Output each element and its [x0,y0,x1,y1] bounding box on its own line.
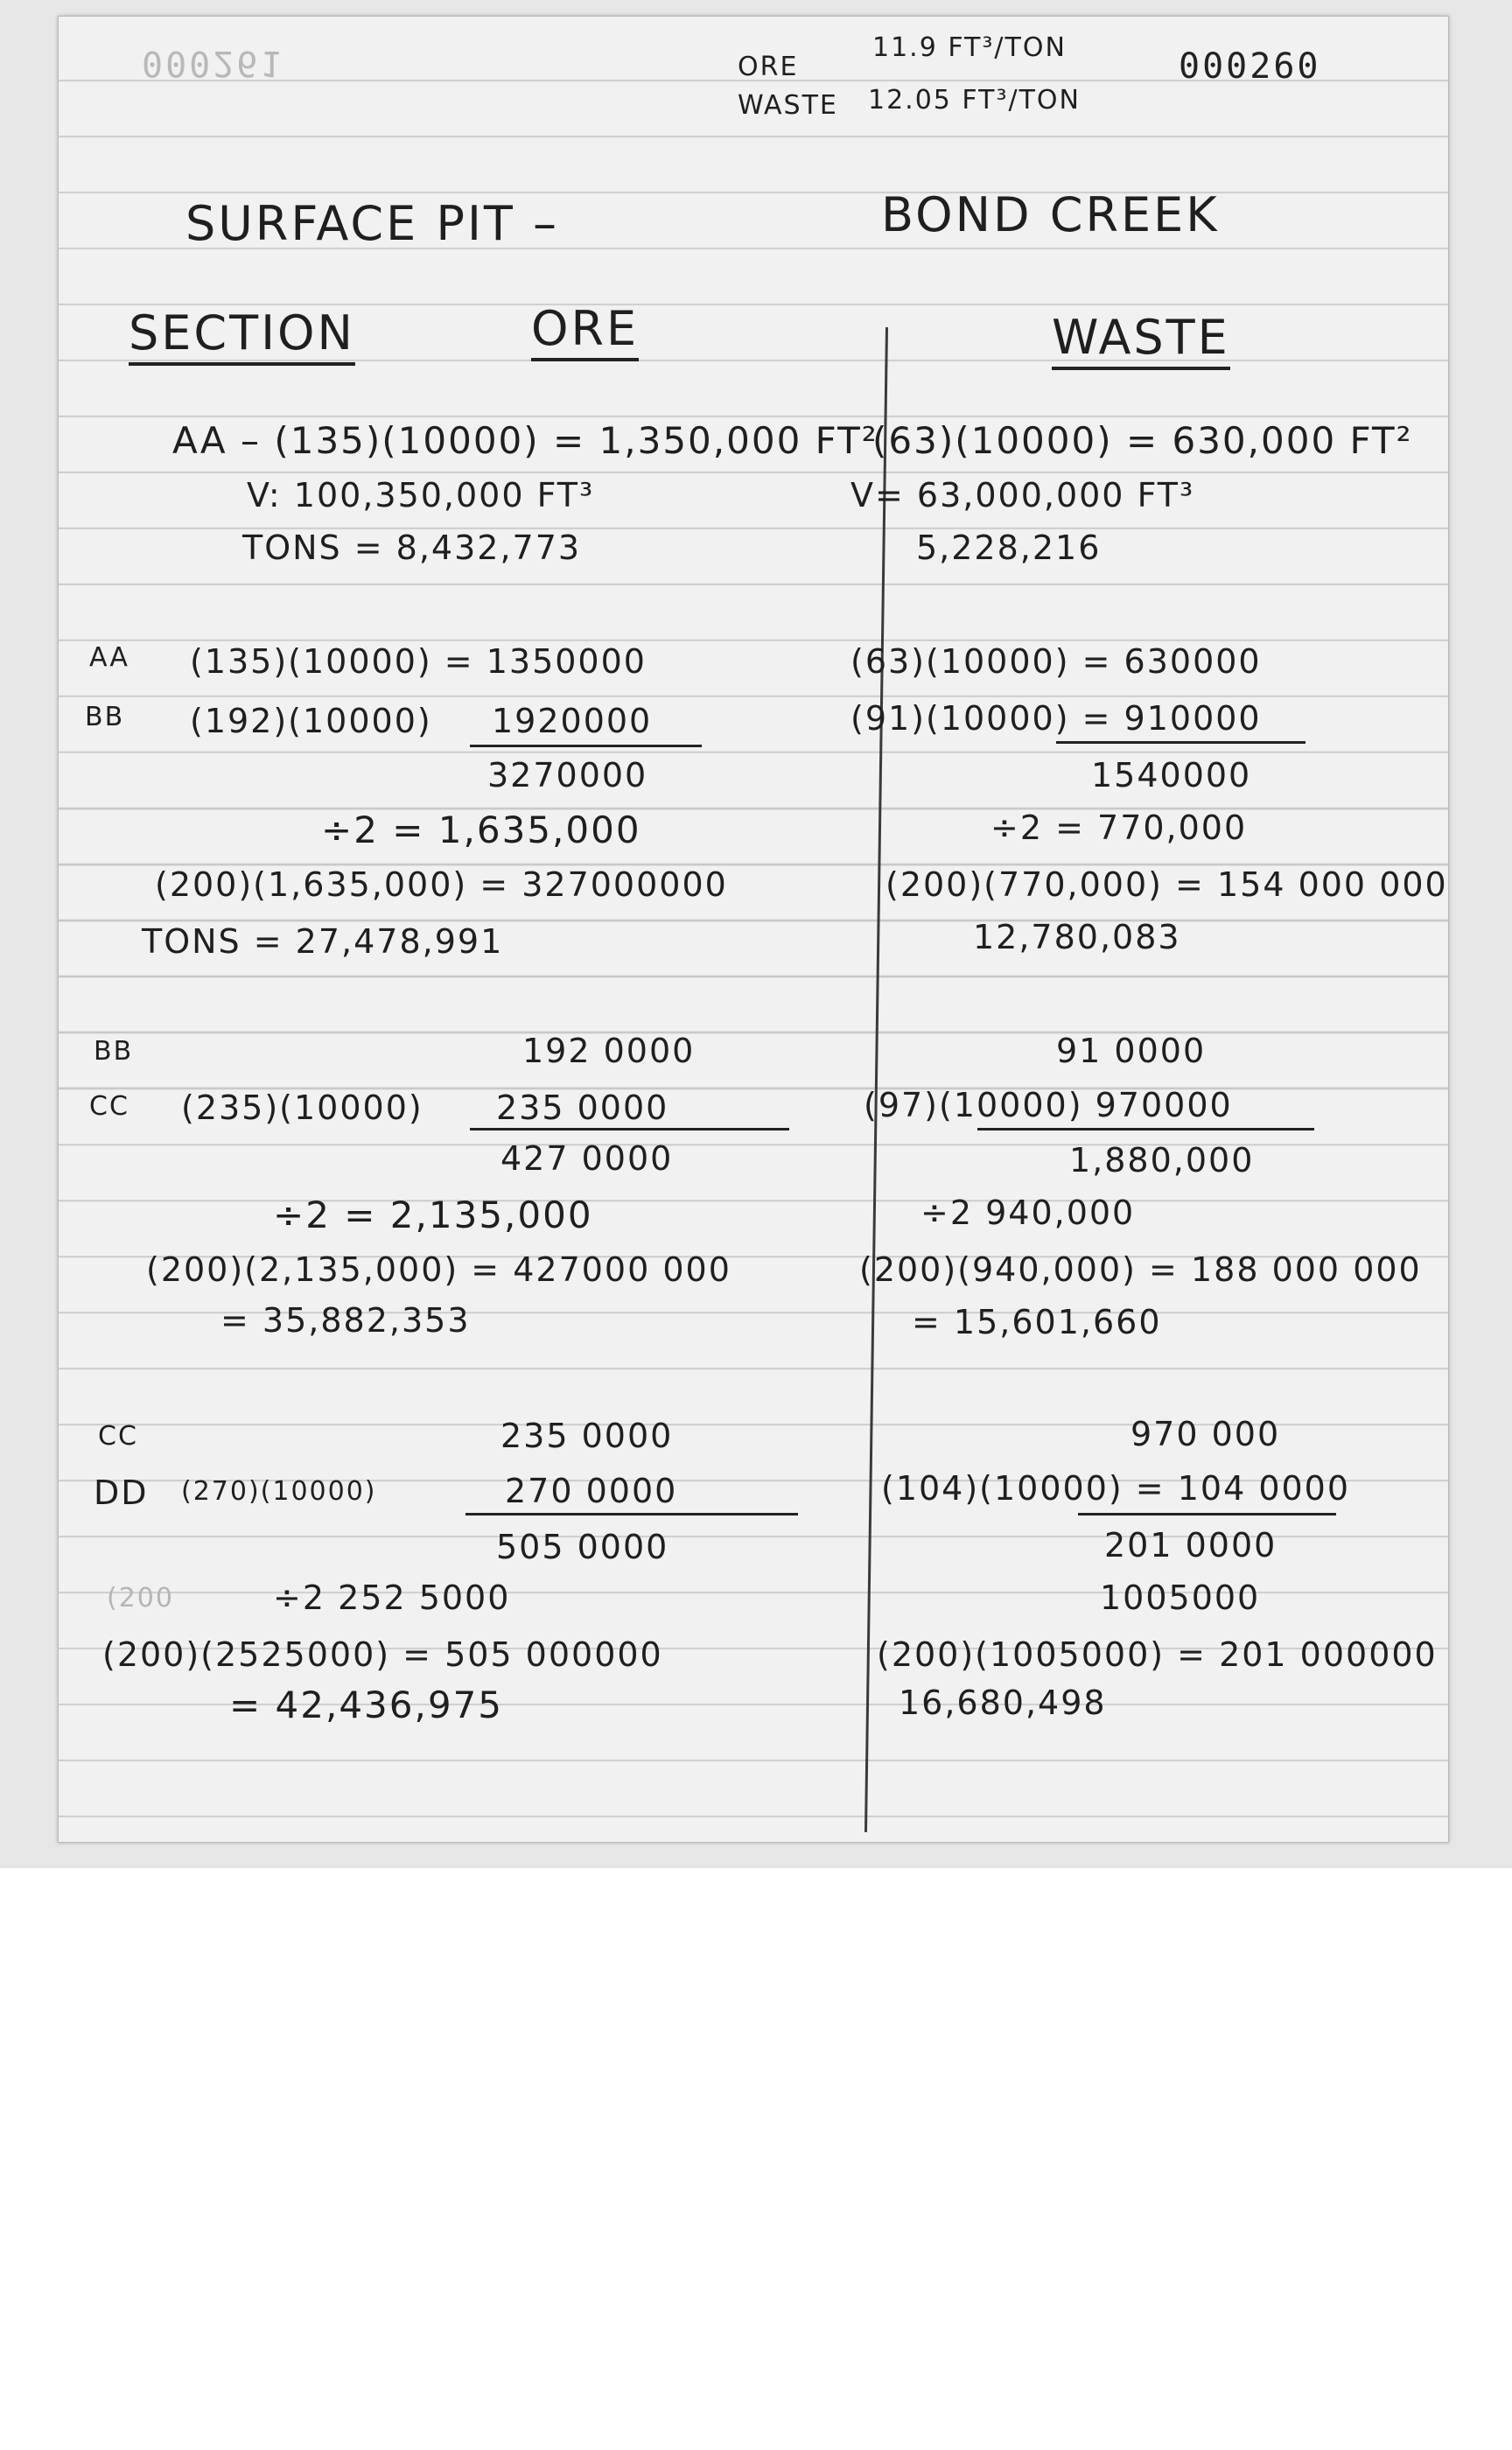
waste-label: WASTE [738,90,838,121]
bbcc-ore-volume: (200)(2,135,000) = 427000 000 [146,1250,732,1289]
aabb-waste-volume: (200)(770,000) = 154 000 000 [886,865,1448,904]
aa-ore-area: AA – (135)(10000) = 1,350,000 FT² [172,419,878,462]
bbcc-ore-half: ÷2 = 2,135,000 [273,1194,593,1236]
title-left: SURFACE PIT – [186,196,560,251]
aabb-ore-sum-rule [470,745,702,747]
aabb-ore-tons: TONS = 27,478,991 [142,922,504,961]
ccdd-ore-volume: (200)(2525000) = 505 000000 [102,1635,663,1674]
bbcc-waste-tons: = 15,601,660 [912,1303,1162,1341]
waste-header: WASTE [1052,310,1230,370]
bbcc-label-1: BB [94,1036,134,1067]
aa-waste-volume: V= 63,000,000 FT³ [850,476,1195,514]
bbcc-ore-line2-expr: (235)(10000) [181,1088,424,1127]
bbcc-label-2: CC [89,1091,130,1122]
aabb-ore-line1: (135)(10000) = 1350000 [190,642,647,681]
title-right: BOND CREEK [881,187,1220,242]
aabb-ore-half: ÷2 = 1,635,000 [321,808,641,851]
ccdd-ore-tons: = 42,436,975 [229,1684,504,1726]
aabb-waste-line2: (91)(10000) = 910000 [850,699,1262,738]
bbcc-waste-sum: 1,880,000 [1069,1141,1255,1180]
bbcc-ore-sum: 427 0000 [500,1139,674,1178]
aabb-waste-tons: 12,780,083 [973,918,1181,956]
ccdd-ore-half: ÷2 252 5000 [273,1578,511,1617]
aabb-ore-sum: 3270000 [487,756,648,794]
bbcc-waste-volume: (200)(940,000) = 188 000 000 [859,1250,1422,1289]
bbcc-waste-line1: 91 0000 [1056,1032,1207,1070]
aabb-waste-half: ÷2 = 770,000 [990,808,1248,847]
ccdd-ore-sum-rule [466,1513,798,1516]
bbcc-waste-sum-rule [977,1128,1314,1130]
ore-header: ORE [531,301,639,361]
ccdd-ore-line2-expr: (270)(10000) [181,1476,377,1507]
bbcc-ore-line1: 192 0000 [522,1032,696,1070]
ccdd-waste-tons: 16,680,498 [899,1684,1107,1722]
ccdd-waste-sum: 201 0000 [1104,1526,1278,1564]
bbcc-ore-sum-rule [470,1128,789,1130]
column-divider [864,327,888,1832]
ghost-stamp-number: 000261 [142,43,284,83]
aabb-ore-line2-expr: (192)(10000) [190,702,432,740]
ccdd-label-2: DD [94,1474,149,1512]
aa-ore-tons: TONS = 8,432,773 [242,528,582,567]
aabb-label-1: AA [89,642,130,673]
bbcc-ore-line2-val: 235 0000 [496,1088,669,1127]
aa-waste-tons: 5,228,216 [916,528,1102,567]
waste-factor: 12.05 FT³/TON [868,85,1081,116]
bbcc-waste-half: ÷2 940,000 [920,1194,1136,1232]
aabb-waste-sum: 1540000 [1091,756,1252,794]
bbcc-ore-tons: = 35,882,353 [220,1301,471,1340]
ccdd-waste-half: 1005000 [1100,1578,1261,1617]
ore-label: ORE [738,52,799,82]
notebook-page [58,16,1449,1843]
aabb-waste-sum-rule [1056,741,1306,744]
aabb-label-2: BB [85,702,125,732]
ccdd-waste-volume: (200)(1005000) = 201 000000 [877,1635,1438,1674]
ccdd-ore-line1: 235 0000 [500,1417,674,1455]
bbcc-waste-line2: (97)(10000) 970000 [864,1086,1233,1124]
aabb-waste-line1: (63)(10000) = 630000 [850,642,1262,681]
aa-waste-area: (63)(10000) = 630,000 FT² [872,419,1413,462]
ore-factor: 11.9 FT³/TON [872,32,1067,63]
section-header: SECTION [129,305,355,366]
ccdd-waste-line2: (104)(10000) = 104 0000 [881,1469,1351,1508]
aabb-ore-volume: (200)(1,635,000) = 327000000 [155,865,728,904]
stamp-number: 000260 [1179,46,1321,87]
aa-ore-volume: V: 100,350,000 FT³ [247,476,595,514]
ccdd-label-1: CC [98,1421,138,1452]
aabb-ore-line2-val: 1920000 [492,702,653,740]
ccdd-ore-line2-val: 270 0000 [505,1472,678,1510]
ccdd-waste-sum-rule [1078,1513,1336,1516]
ccdd-waste-line1: 970 000 [1130,1415,1281,1453]
ccdd-ore-sum: 505 0000 [496,1528,669,1566]
ccdd-ore-faint: (200 [107,1583,174,1614]
